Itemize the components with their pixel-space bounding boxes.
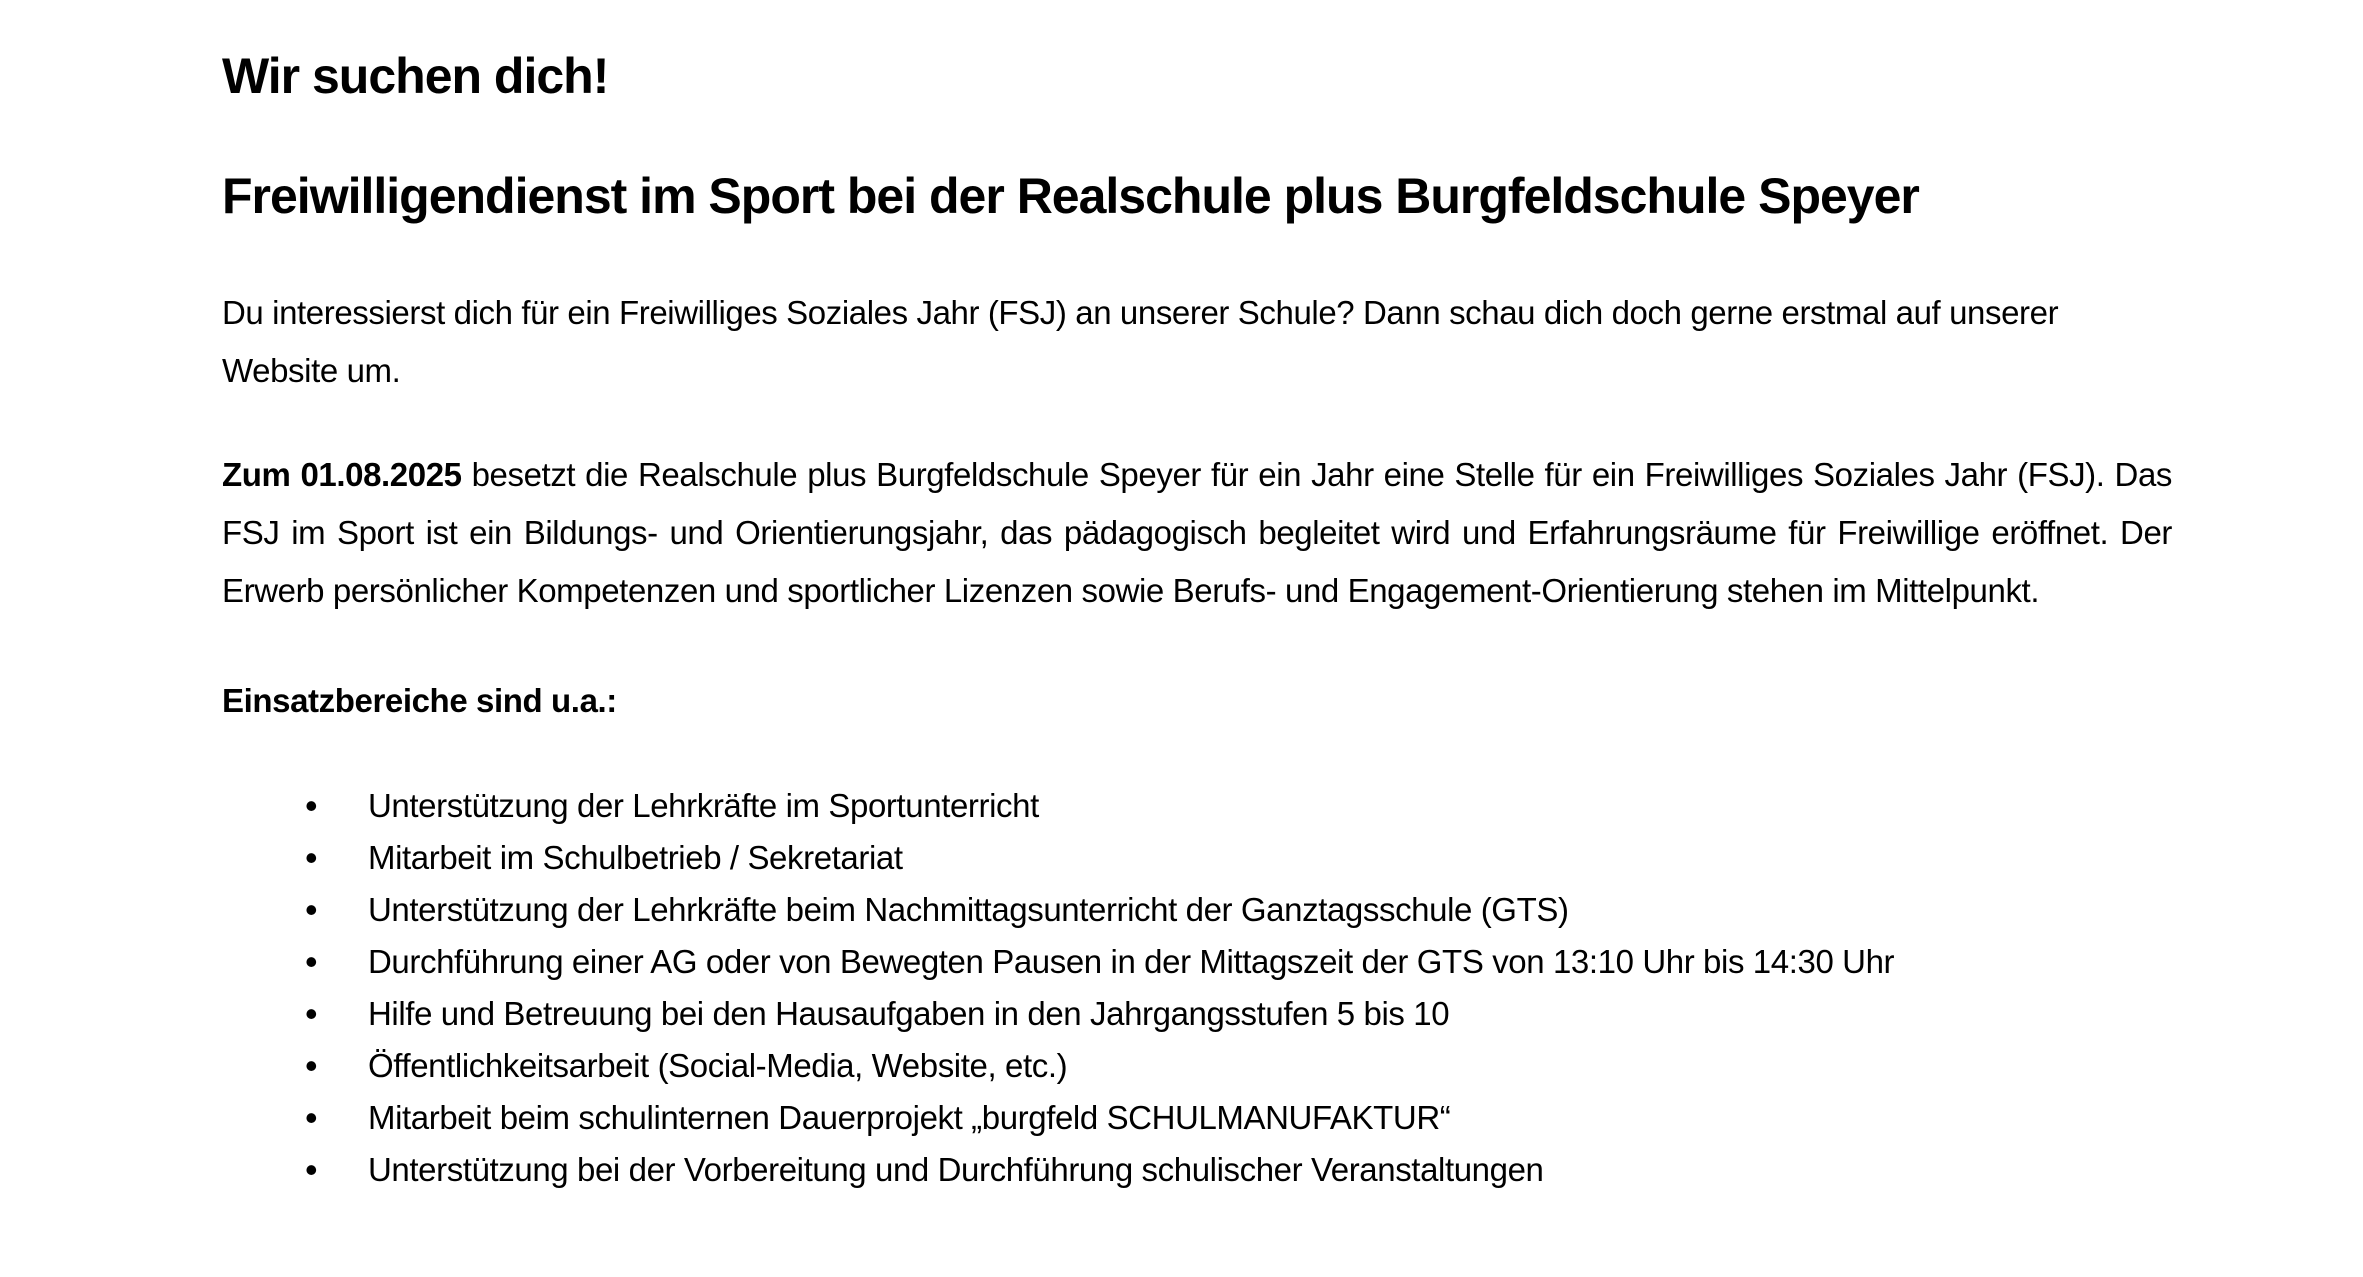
position-details-text: besetzt die Realschule plus Burgfeldschule Speyer für ein Jahr eine Stelle für ein Freiwilliges Soziales Jahr (FSJ). Das FSJ im Sport ist ein Bildungs- und Orientierungsjahr, das pädagogisch begleitet wird und Erfahrungsräume für Freiwillige eröffnet. Der Erwerb persönlicher Kompetenzen und sportlicher Lizenzen sowie Berufs- und Engagement-Orientierung stehen im Mittelpunkt. bbox=[222, 456, 2172, 609]
list-item-text: Mitarbeit im Schulbetrieb / Sekretariat bbox=[368, 839, 903, 876]
list-item-text: Unterstützung bei der Vorbereitung und Durchführung schulischer Veranstaltungen bbox=[368, 1151, 1544, 1188]
bullet-icon bbox=[305, 1092, 325, 1145]
list-item-text: Mitarbeit beim schulinternen Dauerprojekt „burgfeld SCHULMANUFAKTUR“ bbox=[368, 1099, 1451, 1136]
list-item bbox=[368, 936, 2172, 988]
list-item-text: Unterstützung der Lehrkräfte beim Nachmittagsunterricht der Ganztagsschule (GTS) bbox=[368, 891, 1569, 928]
bullet-icon bbox=[305, 1144, 325, 1197]
list-item bbox=[368, 1144, 2172, 1196]
list-item-text: Öffentlichkeitsarbeit (Social-Media, Website, etc.) bbox=[368, 1047, 1068, 1084]
start-date-bold-text: Zum 01.08.2025 bbox=[222, 456, 462, 493]
list-item bbox=[368, 1092, 2172, 1144]
list-item bbox=[368, 1040, 2172, 1092]
bullet-icon bbox=[305, 832, 325, 885]
list-item bbox=[368, 884, 2172, 936]
bullet-icon bbox=[305, 936, 325, 989]
bullet-icon bbox=[305, 884, 325, 937]
bullet-icon bbox=[305, 1040, 325, 1093]
bullet-icon bbox=[305, 988, 325, 1041]
job-title-heading: Freiwilligendienst im Sport bei der Realschule plus Burgfeldschule Speyer bbox=[222, 168, 1919, 224]
duties-list bbox=[222, 780, 2172, 1196]
list-item-text: Unterstützung der Lehrkräfte im Sportunterricht bbox=[368, 787, 1039, 824]
headline: Wir suchen dich! bbox=[222, 48, 609, 104]
list-item-text: Hilfe und Betreuung bei den Hausaufgaben in den Jahrgangsstufen 5 bis 10 bbox=[368, 995, 1450, 1032]
duties-list-heading: Einsatzbereiche sind u.a.: bbox=[222, 682, 617, 719]
list-item bbox=[368, 988, 2172, 1040]
list-item-text: Durchführung einer AG oder von Bewegten Pausen in der Mittagszeit der GTS von 13:10 Uhr bis 14:30 Uhr bbox=[368, 943, 1895, 980]
intro-paragraph: Du interessierst dich für ein Freiwilliges Soziales Jahr (FSJ) an unserer Schule? Dann schau dich doch gerne erstmal auf unserer Website um. bbox=[222, 294, 2059, 389]
list-item bbox=[368, 780, 2172, 832]
list-item bbox=[368, 832, 2172, 884]
bullet-icon bbox=[305, 780, 325, 833]
position-details-paragraph bbox=[222, 446, 2172, 620]
